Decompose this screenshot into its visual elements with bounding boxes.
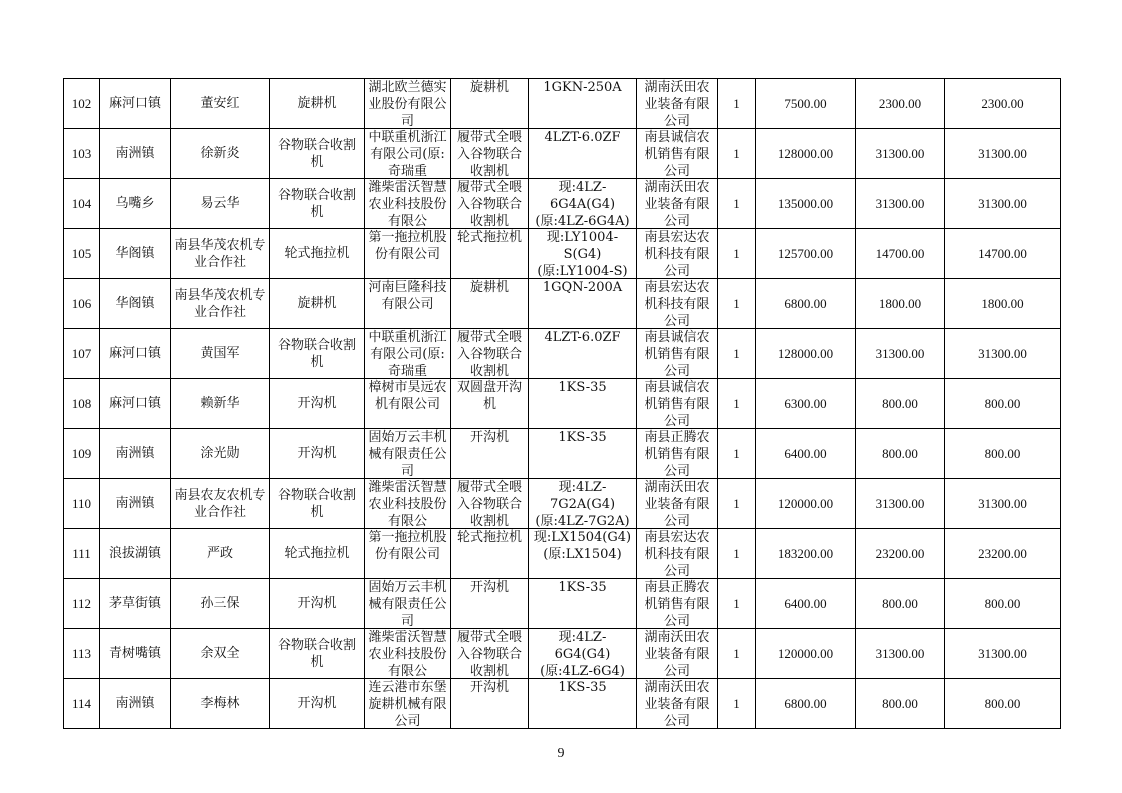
cell-model-text: 现:LY1004-S(G4)(原:LY1004-S): [537, 230, 628, 278]
cell-sale-price: 6800.00: [756, 279, 856, 329]
cell-quantity: 1: [718, 579, 756, 629]
cell-manufacturer: [365, 129, 451, 179]
cell-machine-item: [451, 429, 529, 479]
cell-dealer-text: 湖南沃田农业装备有限公司: [644, 630, 710, 678]
cell-model-text: 现:LX1504(G4)(原:LX1504): [533, 530, 632, 562]
cell-dealer: [637, 629, 718, 679]
cell-model-text: 现:4LZ-6G4A(G4)(原:4LZ-6G4A): [535, 180, 630, 228]
cell-machine-category: 旋耕机: [270, 279, 365, 329]
cell-manufacturer-text: 河南巨隆科技有限公司: [368, 280, 447, 312]
cell-town: 南洲镇: [100, 429, 171, 479]
cell-subsidy: 31300.00: [856, 329, 945, 379]
cell-total-subsidy: 31300.00: [945, 179, 1061, 229]
cell-sale-price: 183200.00: [756, 529, 856, 579]
cell-total-subsidy: 23200.00: [945, 529, 1061, 579]
cell-machine-item-text: 轮式拖拉机: [456, 530, 522, 545]
cell-machine-item: [451, 579, 529, 629]
cell-town: 麻河口镇: [100, 379, 171, 429]
cell-town: 华阁镇: [100, 279, 171, 329]
table-row: [64, 579, 1061, 629]
cell-quantity: 1: [718, 329, 756, 379]
cell-subsidy: 800.00: [856, 579, 945, 629]
table-row: [64, 679, 1061, 729]
cell-manufacturer: [365, 279, 451, 329]
cell-quantity: 1: [718, 279, 756, 329]
cell-machine-category: 开沟机: [270, 679, 365, 729]
cell-machine-item-text: 履带式全喂入谷物联合收割机: [456, 630, 522, 678]
cell-row-number: 104: [64, 179, 100, 229]
cell-subsidy: 800.00: [856, 429, 945, 479]
table-row: [64, 129, 1061, 179]
cell-sale-price: 120000.00: [756, 479, 856, 529]
cell-model-text: 1GQN-200A: [542, 280, 623, 295]
cell-row-number: 108: [64, 379, 100, 429]
cell-row-number: 107: [64, 329, 100, 379]
cell-machine-item: [451, 679, 529, 729]
cell-machine-item-text: 旋耕机: [469, 280, 509, 295]
cell-model-text: 现:4LZ-7G2A(G4)(原:4LZ-7G2A): [535, 480, 630, 528]
cell-dealer-text: 南县宏达农机科技有限公司: [644, 230, 710, 278]
cell-manufacturer: [365, 379, 451, 429]
cell-model: [529, 529, 637, 579]
cell-row-number: 106: [64, 279, 100, 329]
cell-buyer: 涂光勋: [171, 429, 270, 479]
cell-machine-item-text: 开沟机: [469, 680, 509, 695]
cell-quantity: 1: [718, 529, 756, 579]
cell-machine-category: 轮式拖拉机: [270, 529, 365, 579]
cell-row-number: 110: [64, 479, 100, 529]
cell-manufacturer: [365, 79, 451, 129]
cell-subsidy: 23200.00: [856, 529, 945, 579]
cell-model: [529, 429, 637, 479]
cell-manufacturer: [365, 179, 451, 229]
cell-row-number: 114: [64, 679, 100, 729]
cell-row-number: 109: [64, 429, 100, 479]
cell-quantity: 1: [718, 129, 756, 179]
cell-buyer: 南县农友农机专业合作社: [171, 479, 270, 529]
cell-dealer-text: 南县诚信农机销售有限公司: [644, 130, 710, 178]
cell-machine-category: 谷物联合收割机: [270, 479, 365, 529]
cell-machine-item-text: 开沟机: [469, 430, 509, 445]
table-row: [64, 379, 1061, 429]
cell-dealer-text: 南县正腾农机销售有限公司: [644, 430, 710, 478]
cell-subsidy: 31300.00: [856, 479, 945, 529]
cell-model: [529, 179, 637, 229]
cell-model: [529, 329, 637, 379]
page-number: 9: [557, 746, 565, 761]
cell-total-subsidy: 800.00: [945, 379, 1061, 429]
cell-total-subsidy: 800.00: [945, 429, 1061, 479]
cell-town: 南洲镇: [100, 129, 171, 179]
cell-manufacturer: [365, 329, 451, 379]
cell-machine-item: [451, 179, 529, 229]
cell-manufacturer: [365, 429, 451, 479]
cell-machine-category: 谷物联合收割机: [270, 129, 365, 179]
cell-manufacturer: [365, 679, 451, 729]
cell-dealer: [637, 429, 718, 479]
cell-sale-price: 128000.00: [756, 129, 856, 179]
cell-buyer: 孙三保: [171, 579, 270, 629]
cell-model-text: 1KS-35: [558, 680, 607, 695]
cell-sale-price: 6400.00: [756, 429, 856, 479]
table-row: [64, 179, 1061, 229]
cell-machine-category: 谷物联合收割机: [270, 629, 365, 679]
cell-total-subsidy: 2300.00: [945, 79, 1061, 129]
table-body: [64, 79, 1061, 729]
cell-machine-item: [451, 129, 529, 179]
cell-sale-price: 128000.00: [756, 329, 856, 379]
table-row: [64, 279, 1061, 329]
subsidy-table: [63, 78, 1061, 729]
cell-subsidy: 1800.00: [856, 279, 945, 329]
cell-town: 乌嘴乡: [100, 179, 171, 229]
table-row: [64, 479, 1061, 529]
table-row: [64, 529, 1061, 579]
cell-model-text: 1KS-35: [558, 380, 607, 395]
cell-machine-item-text: 履带式全喂入谷物联合收割机: [456, 180, 522, 228]
cell-manufacturer-text: 连云港市东堡旋耕机械有限公司: [368, 680, 447, 728]
cell-manufacturer: [365, 529, 451, 579]
cell-machine-item: [451, 229, 529, 279]
cell-machine-category: 谷物联合收割机: [270, 329, 365, 379]
cell-dealer: [637, 679, 718, 729]
cell-model: [529, 229, 637, 279]
cell-manufacturer-text: 中联重机浙江有限公司(原:奇瑞重: [368, 130, 447, 178]
cell-manufacturer-text: 固始万云丰机械有限责任公司: [368, 430, 447, 478]
cell-dealer-text: 湖南沃田农业装备有限公司: [644, 80, 710, 128]
cell-dealer: [637, 129, 718, 179]
cell-model: [529, 129, 637, 179]
cell-quantity: 1: [718, 429, 756, 479]
cell-buyer: 李梅林: [171, 679, 270, 729]
cell-sale-price: 125700.00: [756, 229, 856, 279]
cell-dealer-text: 南县诚信农机销售有限公司: [644, 380, 710, 428]
cell-row-number: 105: [64, 229, 100, 279]
cell-row-number: 111: [64, 529, 100, 579]
cell-quantity: 1: [718, 229, 756, 279]
cell-dealer-text: 南县正腾农机销售有限公司: [644, 580, 710, 628]
cell-quantity: 1: [718, 179, 756, 229]
cell-model: [529, 279, 637, 329]
cell-dealer-text: 南县宏达农机科技有限公司: [644, 280, 710, 328]
cell-manufacturer-text: 湖北欧兰德实业股份有限公司: [368, 80, 447, 128]
cell-buyer: 严政: [171, 529, 270, 579]
cell-sale-price: 7500.00: [756, 79, 856, 129]
cell-subsidy: 14700.00: [856, 229, 945, 279]
cell-model: [529, 579, 637, 629]
cell-dealer-text: 南县诚信农机销售有限公司: [644, 330, 710, 378]
cell-manufacturer: [365, 629, 451, 679]
cell-subsidy: 31300.00: [856, 129, 945, 179]
cell-buyer: 南县华茂农机专业合作社: [171, 279, 270, 329]
cell-buyer: 徐新炎: [171, 129, 270, 179]
cell-dealer: [637, 379, 718, 429]
cell-dealer: [637, 279, 718, 329]
cell-machine-item-text: 履带式全喂入谷物联合收割机: [456, 480, 522, 528]
cell-manufacturer-text: 固始万云丰机械有限责任公司: [368, 580, 447, 628]
cell-total-subsidy: 31300.00: [945, 479, 1061, 529]
cell-machine-item: [451, 329, 529, 379]
cell-manufacturer-text: 潍柴雷沃智慧农业科技股份有限公: [368, 630, 447, 678]
cell-quantity: 1: [718, 679, 756, 729]
cell-dealer: [637, 329, 718, 379]
cell-dealer-text: 湖南沃田农业装备有限公司: [644, 480, 710, 528]
cell-sale-price: 6400.00: [756, 579, 856, 629]
cell-model-text: 1KS-35: [558, 430, 607, 445]
cell-row-number: 102: [64, 79, 100, 129]
cell-town: 茅草街镇: [100, 579, 171, 629]
cell-row-number: 112: [64, 579, 100, 629]
cell-model: [529, 629, 637, 679]
cell-subsidy: 800.00: [856, 679, 945, 729]
table-row: [64, 229, 1061, 279]
cell-town: 浪拔湖镇: [100, 529, 171, 579]
cell-machine-category: 谷物联合收割机: [270, 179, 365, 229]
cell-buyer: 赖新华: [171, 379, 270, 429]
cell-dealer: [637, 79, 718, 129]
cell-town: 华阁镇: [100, 229, 171, 279]
cell-buyer: 董安红: [171, 79, 270, 129]
cell-machine-item-text: 旋耕机: [469, 80, 509, 95]
cell-machine-category: 开沟机: [270, 429, 365, 479]
cell-model: [529, 79, 637, 129]
cell-manufacturer-text: 潍柴雷沃智慧农业科技股份有限公: [368, 180, 447, 228]
cell-machine-category: 轮式拖拉机: [270, 229, 365, 279]
table-row: [64, 429, 1061, 479]
cell-dealer: [637, 579, 718, 629]
cell-buyer: 易云华: [171, 179, 270, 229]
cell-machine-item: [451, 529, 529, 579]
cell-dealer: [637, 529, 718, 579]
cell-manufacturer-text: 中联重机浙江有限公司(原:奇瑞重: [368, 330, 447, 378]
cell-model-text: 1KS-35: [558, 580, 607, 595]
cell-model-text: 现:4LZ-6G4(G4)(原:4LZ-6G4): [540, 630, 625, 678]
cell-manufacturer: [365, 479, 451, 529]
cell-manufacturer: [365, 229, 451, 279]
cell-dealer: [637, 179, 718, 229]
cell-machine-item-text: 轮式拖拉机: [456, 230, 522, 245]
cell-dealer-text: 湖南沃田农业装备有限公司: [644, 180, 710, 228]
cell-total-subsidy: 31300.00: [945, 329, 1061, 379]
cell-quantity: 1: [718, 629, 756, 679]
cell-model: [529, 379, 637, 429]
cell-quantity: 1: [718, 79, 756, 129]
cell-total-subsidy: 800.00: [945, 579, 1061, 629]
cell-machine-category: 旋耕机: [270, 79, 365, 129]
cell-model-text: 4LZT-6.0ZF: [544, 330, 621, 345]
cell-buyer: 黄国军: [171, 329, 270, 379]
cell-machine-category: 开沟机: [270, 379, 365, 429]
cell-total-subsidy: 800.00: [945, 679, 1061, 729]
cell-row-number: 113: [64, 629, 100, 679]
cell-machine-item-text: 履带式全喂入谷物联合收割机: [456, 330, 522, 378]
cell-machine-item-text: 开沟机: [469, 580, 509, 595]
cell-machine-item: [451, 479, 529, 529]
cell-dealer: [637, 229, 718, 279]
cell-row-number: 103: [64, 129, 100, 179]
cell-subsidy: 2300.00: [856, 79, 945, 129]
cell-subsidy: 31300.00: [856, 179, 945, 229]
cell-sale-price: 6800.00: [756, 679, 856, 729]
cell-quantity: 1: [718, 379, 756, 429]
cell-manufacturer: [365, 579, 451, 629]
cell-machine-item-text: 履带式全喂入谷物联合收割机: [456, 130, 522, 178]
cell-subsidy: 31300.00: [856, 629, 945, 679]
cell-machine-item: [451, 279, 529, 329]
cell-manufacturer-text: 潍柴雷沃智慧农业科技股份有限公: [368, 480, 447, 528]
cell-model: [529, 479, 637, 529]
cell-sale-price: 135000.00: [756, 179, 856, 229]
cell-town: 南洲镇: [100, 479, 171, 529]
cell-manufacturer-text: 第一拖拉机股份有限公司: [368, 230, 447, 262]
cell-machine-item: [451, 629, 529, 679]
cell-manufacturer-text: 第一拖拉机股份有限公司: [368, 530, 447, 562]
cell-town: 南洲镇: [100, 679, 171, 729]
table-row: [64, 629, 1061, 679]
cell-town: 青树嘴镇: [100, 629, 171, 679]
cell-quantity: 1: [718, 479, 756, 529]
cell-town: 麻河口镇: [100, 329, 171, 379]
cell-model-text: 4LZT-6.0ZF: [544, 130, 621, 145]
cell-town: 麻河口镇: [100, 79, 171, 129]
cell-machine-category: 开沟机: [270, 579, 365, 629]
cell-total-subsidy: 1800.00: [945, 279, 1061, 329]
cell-dealer: [637, 479, 718, 529]
cell-sale-price: 6300.00: [756, 379, 856, 429]
table-row: [64, 329, 1061, 379]
cell-dealer-text: 南县宏达农机科技有限公司: [644, 530, 710, 578]
cell-model: [529, 679, 637, 729]
cell-manufacturer-text: 樟树市昊远农机有限公司: [368, 380, 447, 412]
cell-dealer-text: 湖南沃田农业装备有限公司: [644, 680, 710, 728]
cell-sale-price: 120000.00: [756, 629, 856, 679]
cell-subsidy: 800.00: [856, 379, 945, 429]
cell-buyer: 余双全: [171, 629, 270, 679]
cell-model-text: 1GKN-250A: [543, 80, 622, 95]
cell-total-subsidy: 31300.00: [945, 129, 1061, 179]
cell-machine-item-text: 双圆盘开沟机: [456, 380, 522, 412]
cell-machine-item: [451, 79, 529, 129]
table-row: [64, 79, 1061, 129]
cell-total-subsidy: 31300.00: [945, 629, 1061, 679]
cell-buyer: 南县华茂农机专业合作社: [171, 229, 270, 279]
cell-machine-item: [451, 379, 529, 429]
cell-total-subsidy: 14700.00: [945, 229, 1061, 279]
